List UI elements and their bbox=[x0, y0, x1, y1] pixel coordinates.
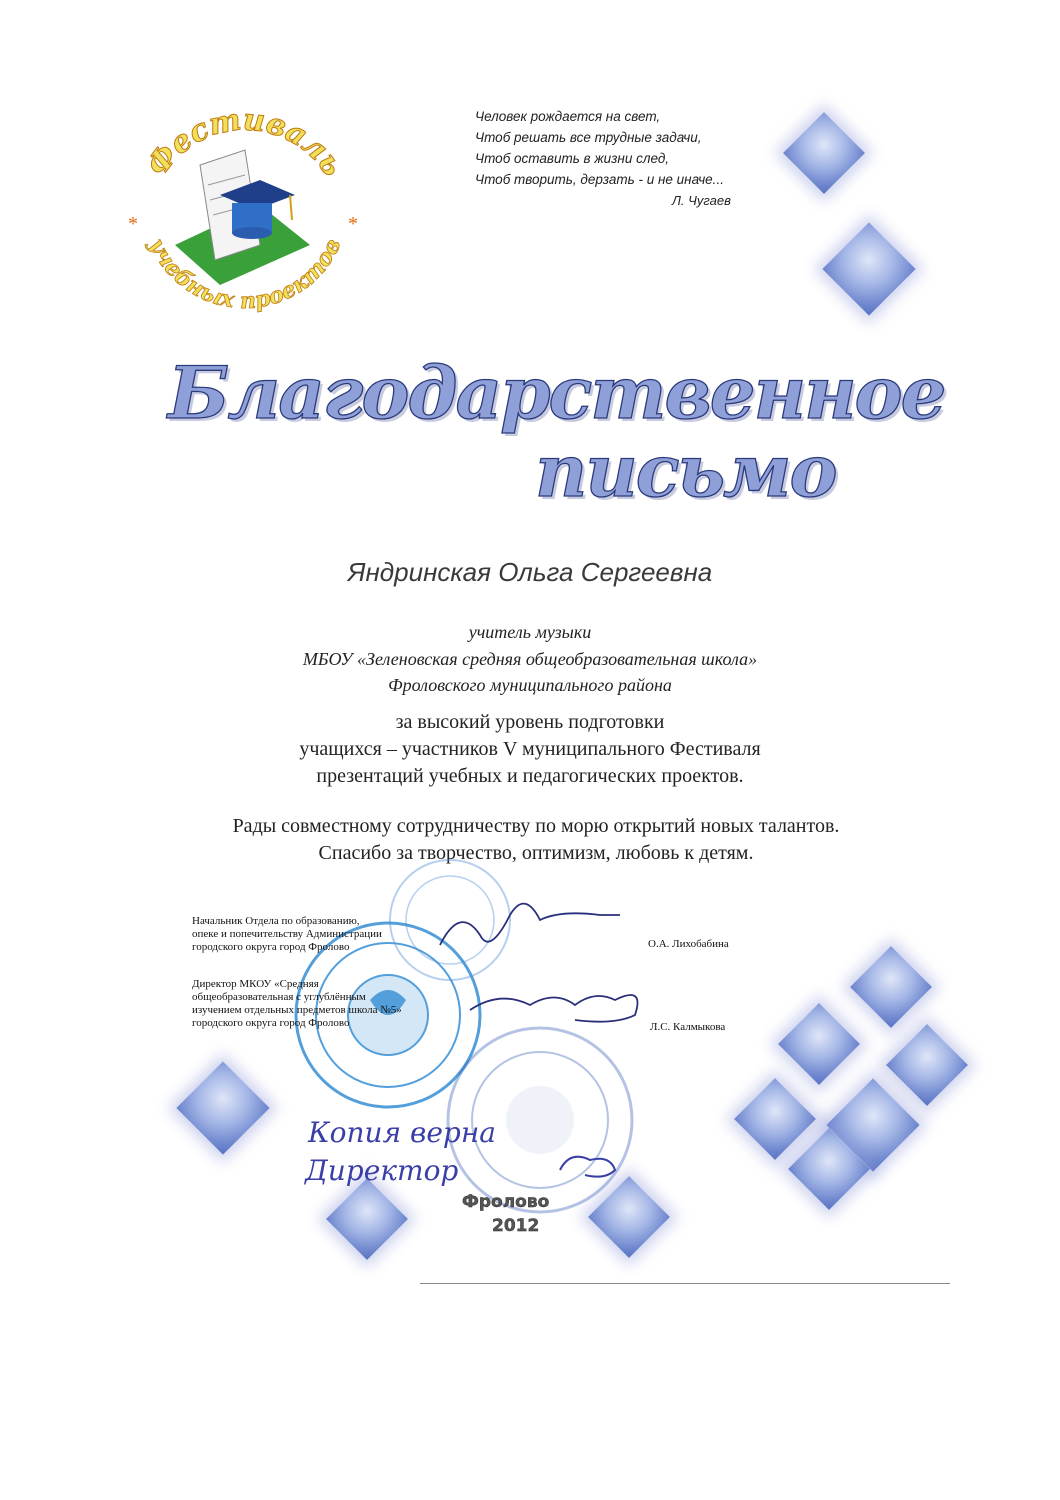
signature-block-2 bbox=[192, 978, 402, 1030]
poem-line: Чтоб творить, дерзать - и не иначе... bbox=[475, 172, 724, 187]
merit-line: презентаций учебных и педагогических проектов. bbox=[316, 765, 744, 787]
signatory-title-line: общеобразовательная с углублённым bbox=[192, 991, 366, 1003]
signatory-title-line: городского округа город Фролово bbox=[192, 941, 350, 953]
poem-line: Чтоб оставить в жизни след, bbox=[475, 151, 670, 166]
institution-stamp bbox=[390, 860, 510, 980]
signatory-name-2: Л.С. Калмыкова bbox=[650, 1021, 726, 1033]
poem-line: Чтоб решать все трудные задачи, bbox=[475, 130, 702, 145]
signatory-title-line: Начальник Отдела по образованию, bbox=[192, 915, 360, 927]
signatory-title-line: Директор МКОУ «Средняя bbox=[192, 978, 319, 990]
recipient-district: Фроловского муниципального района bbox=[388, 675, 672, 695]
logo-top-text: Фестиваль bbox=[140, 102, 351, 183]
star-icon: * bbox=[348, 213, 358, 235]
recipient-name: Яндринская Ольга Сергеевна bbox=[347, 557, 713, 587]
year: 2012 bbox=[492, 1216, 540, 1236]
signatory-title-line: опеке и попечительству Администрации bbox=[192, 928, 382, 940]
divider-line bbox=[420, 1283, 950, 1284]
certificate-title-line2: письмо bbox=[535, 428, 836, 513]
signature bbox=[440, 904, 620, 945]
signature-block-1 bbox=[192, 915, 382, 954]
recipient-position: учитель музыки bbox=[468, 622, 592, 642]
signature bbox=[560, 1157, 615, 1177]
thanks-line: Рады совместному сотрудничеству по морю открытий новых талантов. bbox=[232, 815, 840, 837]
merit-line: учащихся – участников V муниципального Фестиваля bbox=[299, 738, 761, 760]
place-name: Фролово bbox=[462, 1192, 550, 1212]
handwritten-note-line2: Директор bbox=[305, 1154, 459, 1187]
recipient-school: МБОУ «Зеленовская средняя общеобразовательная школа» bbox=[302, 649, 758, 669]
merit-line: за высокий уровень подготовки bbox=[395, 711, 665, 733]
logo-bottom-text: учебных проектов bbox=[143, 234, 347, 315]
poem-line: Человек рождается на свет, bbox=[475, 109, 661, 124]
signatory-name-1: О.А. Лихобабина bbox=[648, 938, 729, 950]
signatory-title-line: городского округа город Фролово bbox=[192, 1017, 350, 1029]
star-icon: * bbox=[128, 213, 138, 235]
certificate-title-line1: Благодарственное bbox=[168, 350, 945, 435]
handwritten-note-line1: Копия верна bbox=[308, 1116, 496, 1149]
poem-author: Л. Чугаев bbox=[672, 193, 731, 208]
signatory-title-line: изучением отдельных предметов школа №5» bbox=[192, 1004, 402, 1016]
signature bbox=[470, 995, 638, 1022]
thanks-line: Спасибо за творчество, оптимизм, любовь к детям. bbox=[318, 842, 754, 864]
